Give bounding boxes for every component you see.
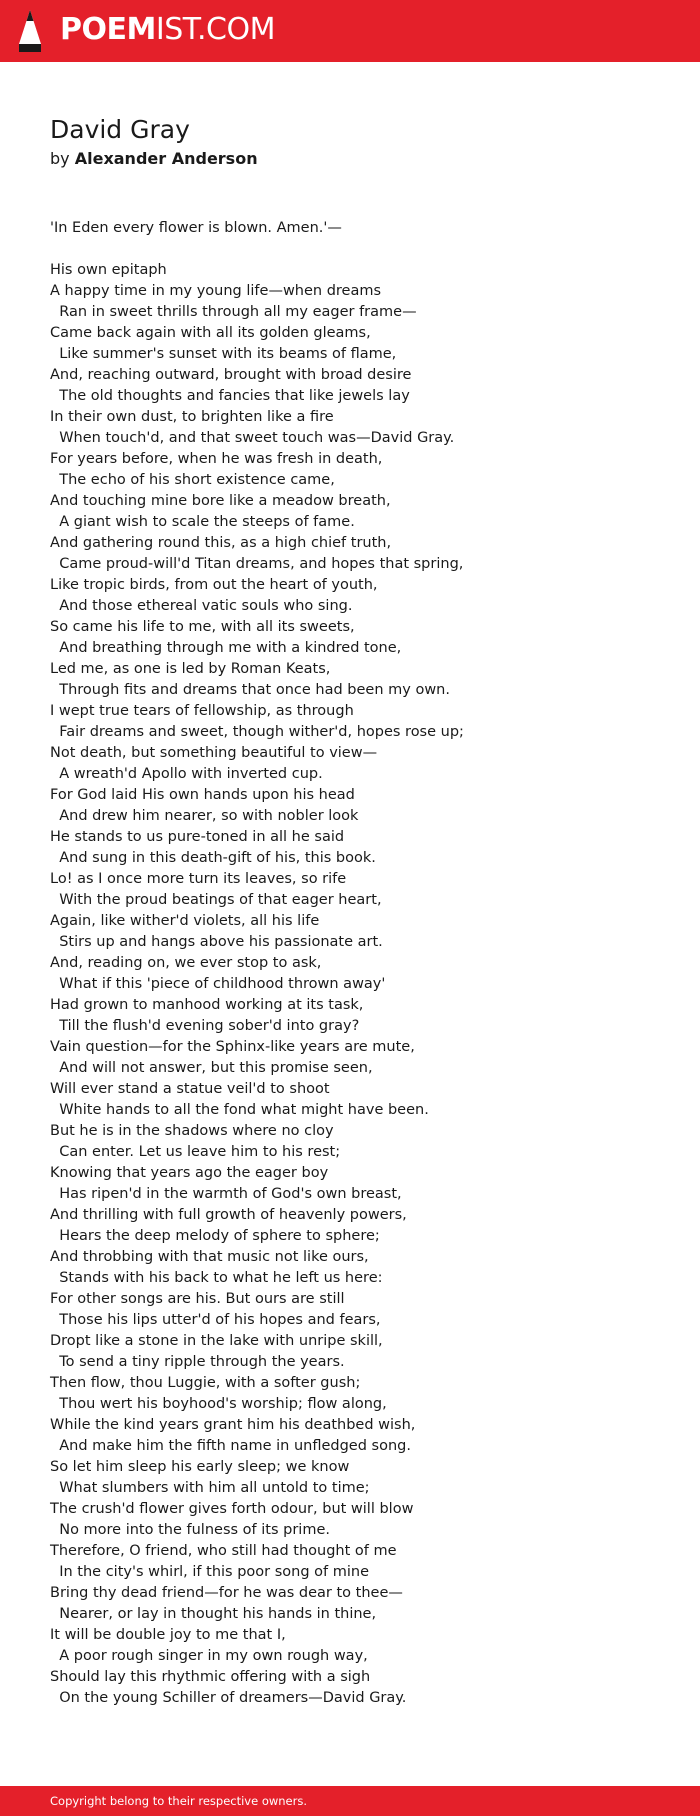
poem-line: It will be double joy to me that I,: [50, 1627, 286, 1643]
poem-line: And gathering round this, as a high chief truth,: [50, 535, 392, 551]
poem-line: Stirs up and hangs above his passionate art.: [50, 934, 383, 950]
poem-line: Not death, but something beautiful to view—: [50, 745, 378, 761]
site-footer: [0, 1786, 700, 1816]
poem-line: A giant wish to scale the steeps of fame.: [50, 514, 355, 530]
poem-line: Therefore, O friend, who still had thought of me: [50, 1543, 397, 1559]
pencil-tip-icon[interactable]: [17, 10, 43, 52]
poem-line: The echo of his short existence came,: [50, 472, 335, 488]
poem-line: And will not answer, but this promise seen,: [50, 1060, 373, 1076]
poem-line: A happy time in my young life—when dreams: [50, 283, 382, 299]
poem-line: Till the flush'd evening sober'd into gray?: [50, 1018, 360, 1034]
poem-line: So let him sleep his early sleep; we know: [50, 1459, 350, 1475]
poem-line: But he is in the shadows where no cloy: [50, 1123, 334, 1139]
poem-line: Came back again with all its golden gleams,: [50, 325, 371, 341]
author-name[interactable]: Alexander Anderson: [74, 149, 258, 168]
poem-line: Will ever stand a statue veil'd to shoot: [50, 1081, 330, 1097]
poem-line: In the city's whirl, if this poor song of mine: [50, 1564, 370, 1580]
site-logo[interactable]: [60, 8, 275, 52]
poem-line: To send a tiny ripple through the years.: [50, 1354, 345, 1370]
poem-line: Like tropic birds, from out the heart of youth,: [50, 577, 378, 593]
poem-body: [50, 260, 670, 1709]
poem-epigraph: 'In Eden every flower is blown. Amen.'—: [50, 220, 342, 236]
poem-line: Led me, as one is led by Roman Keats,: [50, 661, 331, 677]
poem-line: Stands with his back to what he left us here:: [50, 1270, 383, 1286]
poem-line: And throbbing with that music not like ours,: [50, 1249, 369, 1265]
poem-line: He stands to us pure-toned in all he said: [50, 829, 345, 845]
poem-line: And sung in this death-gift of his, this book.: [50, 850, 376, 866]
poem-line: Lo! as I once more turn its leaves, so rife: [50, 871, 347, 887]
poem-line: Has ripen'd in the warmth of God's own breast,: [50, 1186, 402, 1202]
poem-line: Nearer, or lay in thought his hands in thine,: [50, 1606, 377, 1622]
poem-line: Thou wert his boyhood's worship; flow along,: [50, 1396, 387, 1412]
poem-line: Knowing that years ago the eager boy: [50, 1165, 329, 1181]
logo-light-text: IST.COM: [155, 12, 275, 47]
copyright-notice: Copyright belong to their respective owners.: [50, 1794, 308, 1808]
poem-line: His own epitaph: [50, 262, 167, 278]
poem-line: For other songs are his. But ours are still: [50, 1291, 345, 1307]
poem-line: What if this 'piece of childhood thrown away': [50, 976, 386, 992]
poem-line: While the kind years grant him his deathbed wish,: [50, 1417, 416, 1433]
poem-line: And make him the fifth name in unfledged song.: [50, 1438, 411, 1454]
poem-line: Like summer's sunset with its beams of flame,: [50, 346, 397, 362]
poem-line: A wreath'd Apollo with inverted cup.: [50, 766, 323, 782]
poem-line: And, reaching outward, brought with broad desire: [50, 367, 412, 383]
poem-line: White hands to all the fond what might have been.: [50, 1102, 429, 1118]
poem-line: I wept true tears of fellowship, as through: [50, 703, 354, 719]
poem-line: And those ethereal vatic souls who sing.: [50, 598, 353, 614]
poem-line: Should lay this rhythmic offering with a sigh: [50, 1669, 371, 1685]
poem-line: Had grown to manhood working at its task,: [50, 997, 364, 1013]
poem-line: And, reading on, we ever stop to ask,: [50, 955, 322, 971]
poem-line: Those his lips utter'd of his hopes and fears,: [50, 1312, 381, 1328]
poem-line: With the proud beatings of that eager heart,: [50, 892, 382, 908]
logo-strong-text: POEM: [60, 12, 156, 47]
poem-line: Ran in sweet thrills through all my eager frame—: [50, 304, 417, 320]
byline-prefix: by: [50, 149, 70, 168]
poem-line: What slumbers with him all untold to time;: [50, 1480, 370, 1496]
byline: [50, 147, 258, 171]
poem-line: Again, like wither'd violets, all his life: [50, 913, 320, 929]
poem-line: Then flow, thou Luggie, with a softer gush;: [50, 1375, 361, 1391]
poem-line: The old thoughts and fancies that like jewels lay: [50, 388, 410, 404]
poem-line: No more into the fulness of its prime.: [50, 1522, 330, 1538]
poem-line: Vain question—for the Sphinx-like years are mute,: [50, 1039, 415, 1055]
poem-line: And drew him nearer, so with nobler look: [50, 808, 359, 824]
poem-line: For years before, when he was fresh in death,: [50, 451, 383, 467]
poem-line: And touching mine bore like a meadow breath,: [50, 493, 391, 509]
poem-line: Dropt like a stone in the lake with unripe skill,: [50, 1333, 383, 1349]
poem-line: Fair dreams and sweet, though wither'd, hopes rose up;: [50, 724, 464, 740]
poem-line: On the young Schiller of dreamers—David Gray.: [50, 1690, 407, 1706]
poem-line: Through fits and dreams that once had been my own.: [50, 682, 450, 698]
poem-line: In their own dust, to brighten like a fire: [50, 409, 334, 425]
poem-line: Came proud-will'd Titan dreams, and hopes that spring,: [50, 556, 464, 572]
site-header: [0, 0, 700, 62]
poem-title: David Gray: [50, 115, 190, 144]
poem-line: When touch'd, and that sweet touch was—David Gray.: [50, 430, 455, 446]
poem-line: Bring thy dead friend—for he was dear to thee—: [50, 1585, 403, 1601]
poem-line: Can enter. Let us leave him to his rest;: [50, 1144, 341, 1160]
poem-line: So came his life to me, with all its sweets,: [50, 619, 355, 635]
poem-line: The crush'd flower gives forth odour, but will blow: [50, 1501, 414, 1517]
poem-line: For God laid His own hands upon his head: [50, 787, 355, 803]
poem-line: And thrilling with full growth of heavenly powers,: [50, 1207, 407, 1223]
poem-line: A poor rough singer in my own rough way,: [50, 1648, 368, 1664]
poem-line: Hears the deep melody of sphere to sphere;: [50, 1228, 380, 1244]
poem-line: And breathing through me with a kindred tone,: [50, 640, 402, 656]
